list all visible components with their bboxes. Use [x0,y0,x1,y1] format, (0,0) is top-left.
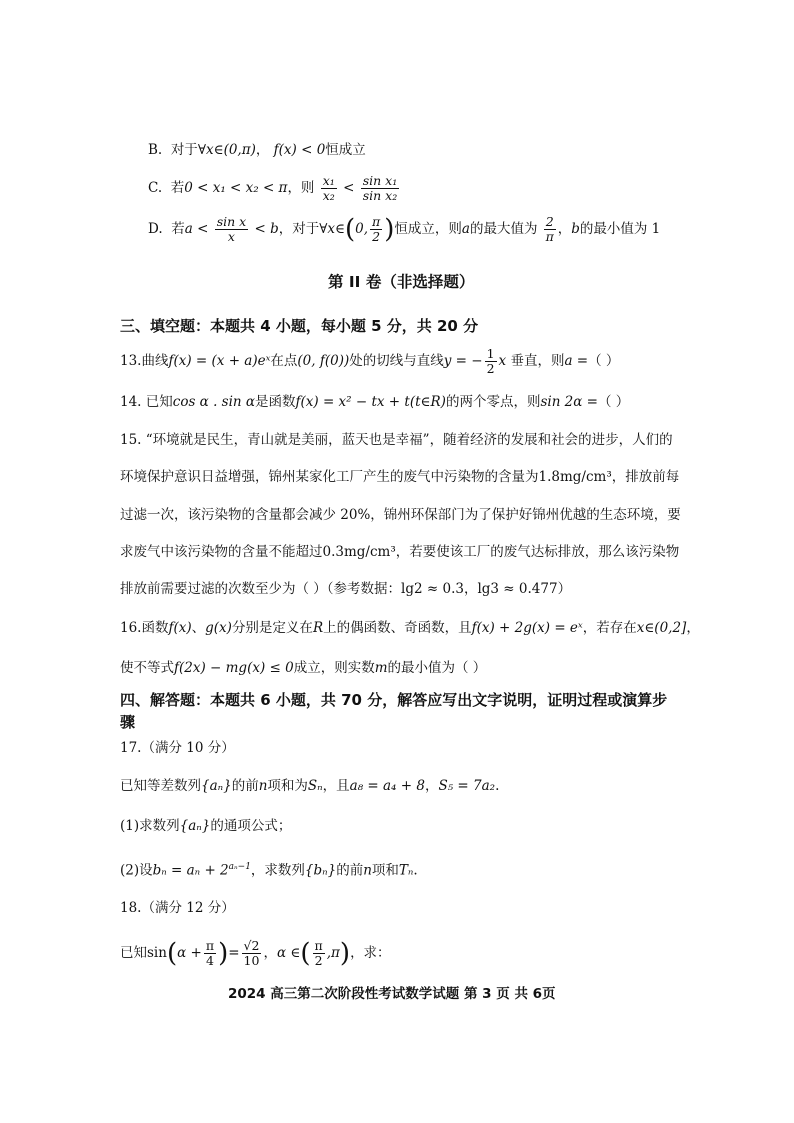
question-15-line1: 15. “环境就是民生，青山就是美丽，蓝天也是幸福”，随着经济的发展和社会的进步，人们的 [120,432,673,448]
math-expr: 0 < x₁ < x₂ < π [184,180,288,196]
question-18-title: 18.（满分 12 分） [120,900,235,916]
question-17-part1: (1)求数列{aₙ}的通项公式； [120,818,292,834]
option-label: B. [148,142,163,158]
option-label: C. [148,180,163,196]
fraction: $\frac{\text{x₁}}{\text{x₂}}$ [322,173,335,203]
question-15-line3: 过滤一次，该污染物的含量都会减少 20%，锦州环保部门为了保护好锦州优越的生态环境，要 [120,507,681,523]
question-15-line5: 排放前需要过滤的次数至少为（ ）（参考数据：lg2 ≈ 0.3，lg3 ≈ 0.477） [120,581,572,597]
question-16-line2: 使不等式f(2x) − mg(x) ≤ 0成立，则实数m的最小值为（ ） [120,660,487,676]
option-label: D. [148,221,163,237]
fraction: $\frac{2}{\pi}$ [545,214,554,244]
section-heading-cont: 骤 [120,713,136,731]
math-expr: ∀x∈(0,π) [197,142,256,158]
option-b: B. 对于∀x∈(0,π)， f(x) < 0恒成立 [148,142,366,158]
section-title: 第 II 卷（非选择题） [328,273,475,291]
question-18-stem: 已知sin(α + $\frac{\pi}{4}$ )= $\frac{√2}{10}$ ，α ∈( $\frac{\pi}{2}$ ,π)，求： [120,938,391,969]
question-15-line2: 环境保护意识日益增强，锦州某家化工厂产生的废气中污染物的含量为1.8mg/cm³，排放前每 [120,469,680,485]
answer-blank: （ ） [588,353,620,369]
answer-blank: （ ） [598,394,630,410]
fraction: $\frac{\pi}{2}$ [372,214,381,244]
question-17-stem: 已知等差数列{aₙ}的前n项和为Sₙ，且a₈ = a₄ + 8，S₅ = 7a₂. [120,778,500,794]
option-d: D. 若a < $\frac{\text{sin x}}{x}$ < b，对于∀x∈(0, $\frac{\pi}{2}$ )恒成立，则a的最大值为 $\frac{2}{\pi}$ ，b的最小值为 1 [148,214,661,245]
fraction: $\frac{1}{2}$ [486,346,495,376]
fraction: $\frac{\text{sin x}}{x}$ [216,214,247,244]
section-heading: 四、解答题：本题共 6 小题，共 70 分，解答应写出文字说明，证明过程或演算步 [120,691,668,709]
fraction: $\frac{√2}{10}$ [243,938,260,968]
fraction: $\frac{\text{sin x₁}}{\text{sin x₂}}$ [362,173,398,203]
question-14: 14. 已知cos α . sin α是函数f(x) = x² − tx + t(t∈R)的两个零点，则sin 2α =（ ） [120,394,630,410]
question-16-line1: 16.函数f(x)、g(x)分别是定义在R上的偶函数、奇函数，且f(x) + 2g(x) = eˣ，若存在x∈(0,2]， [120,620,700,636]
fraction: $\frac{\pi}{2}$ [314,938,323,968]
question-15-line4: 求废气中该污染物的含量不能超过0.3mg/cm³，若要使该工厂的废气达标排放，那么该污染物 [120,544,680,560]
option-c: C. 若0 < x₁ < x₂ < π，则 $\frac{\text{x₁}}{\text{x₂}}$ < $\frac{\text{sin x₁}}{\text{sin x₂}}$ [148,173,398,203]
question-17-title: 17.（满分 10 分） [120,740,235,756]
math-expr: f(x) < 0 [273,142,326,158]
question-13: 13.曲线f(x) = (x + a)eˣ在点(0, f(0))处的切线与直线y = − $\frac{1}{2}$ x 垂直，则a =（ ） [120,346,620,376]
fraction: $\frac{\pi}{4}$ [205,938,215,968]
question-17-part2: (2)设$b_n = a_n + 2^{a_n-1}$，求数列{bₙ}的前n项和Tₙ. [120,862,418,879]
page-footer: 2024 高三第二次阶段性考试数学试题 第 3 页 共 6页 [228,986,556,1002]
section-heading: 三、填空题：本题共 4 小题，每小题 5 分，共 20 分 [120,317,479,335]
